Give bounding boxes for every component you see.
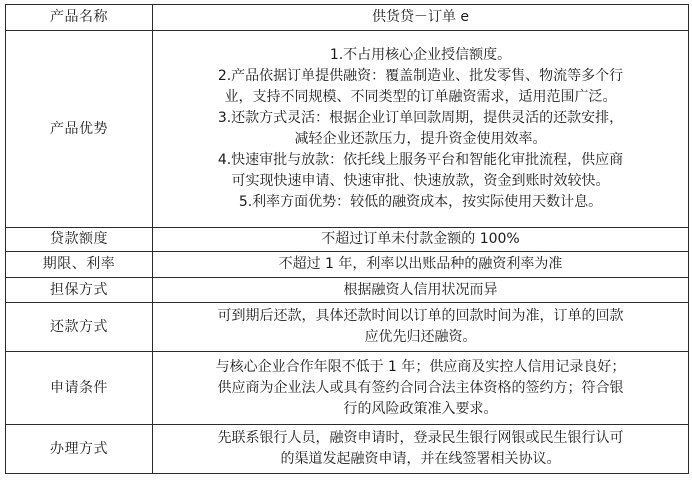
repayment-line: 可到期后还款，具体还款时间以订单的回款时间为准，订单的回款 bbox=[217, 308, 624, 324]
advantage-line: 4.快速审批与放款：依托线上服务平台和智能化审批流程，供应商 bbox=[217, 152, 624, 168]
advantage-line: 3.还款方式灵活：根据企业订单回款周期，提供灵活的还款安排， bbox=[217, 110, 624, 126]
loan-amount-label: 贷款额度 bbox=[6, 228, 153, 252]
row-product-advantages bbox=[6, 31, 689, 228]
procedure-value bbox=[153, 425, 689, 474]
condition-line: 供应商为企业法人或具有签约合同合法主体资格的签约方；符合银 bbox=[217, 379, 624, 396]
repayment-label: 还款方式 bbox=[6, 303, 153, 352]
loan-amount-value: 不超过订单未付款金额的 100% bbox=[153, 228, 689, 252]
advantage-line: 可实现快速申请、快速审批、快速放款，资金到账时效较快。 bbox=[231, 173, 610, 189]
procedure-line: 的渠道发起融资申请，并在线签署相关协议。 bbox=[280, 451, 561, 467]
row-repayment bbox=[6, 303, 689, 352]
product-advantages-value bbox=[153, 31, 689, 228]
row-product-name bbox=[6, 5, 689, 31]
product-advantages-label: 产品优势 bbox=[6, 31, 153, 228]
repayment-line: 应优先归还融资。 bbox=[364, 329, 477, 345]
advantage-line: 减轻企业还款压力，提升资金使用效率。 bbox=[294, 131, 547, 147]
guarantee-value: 根据融资人信用状况而异 bbox=[153, 278, 689, 303]
procedure-label: 办理方式 bbox=[6, 425, 153, 474]
advantage-line: 2.产品依据订单提供融资：覆盖制造业、批发零售、物流等多个行 bbox=[217, 68, 624, 84]
advantage-line: 1.不占用核心企业授信额度。 bbox=[329, 47, 512, 63]
row-application-conditions bbox=[6, 352, 689, 425]
advantage-line: 5.利率方面优势：较低的融资成本，按实际使用天数计息。 bbox=[238, 194, 603, 210]
application-conditions-label: 申请条件 bbox=[6, 352, 153, 425]
advantage-line: 业，支持不同规模、不同类型的订单融资需求，适用范围广泛。 bbox=[224, 89, 617, 105]
term-rate-label: 期限、利率 bbox=[6, 252, 153, 278]
product-info-table bbox=[5, 4, 689, 474]
product-name-value: 供货贷－订单 e bbox=[153, 5, 689, 31]
repayment-value bbox=[153, 303, 689, 352]
procedure-line: 先联系银行人员，融资申请时，登录民生银行网银或民生银行认可 bbox=[217, 430, 624, 446]
row-term-rate bbox=[6, 252, 689, 278]
guarantee-label: 担保方式 bbox=[6, 278, 153, 303]
condition-line: 与核心企业合作年限不低于 1 年；供应商及实控人信用记录良好； bbox=[215, 358, 626, 375]
term-rate-value: 不超过 1 年，利率以出账品种的融资利率为准 bbox=[153, 252, 689, 278]
row-loan-amount bbox=[6, 228, 689, 252]
application-conditions-value bbox=[153, 352, 689, 425]
row-procedure bbox=[6, 425, 689, 474]
product-name-label: 产品名称 bbox=[6, 5, 153, 31]
condition-line: 行的风险政策准入要求。 bbox=[343, 400, 498, 417]
row-guarantee bbox=[6, 278, 689, 303]
